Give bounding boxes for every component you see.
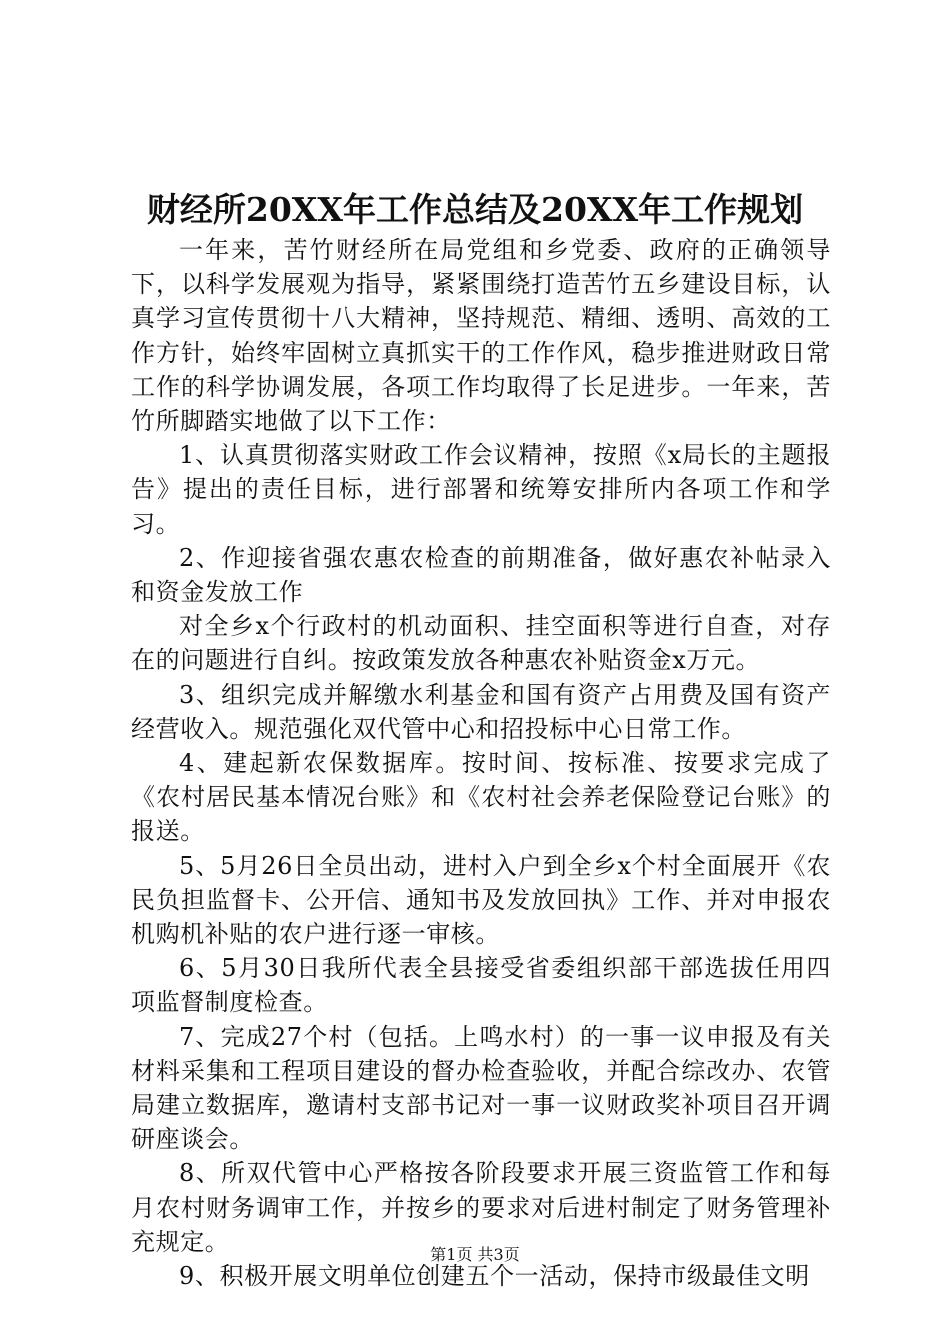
paragraph-item-2-detail: 对全乡x个行政村的机动面积、挂空面积等进行自查，对存在的问题进行自纠。按政策发放各种惠农补贴资金x万元。 — [131, 612, 831, 675]
document-title: 财经所20XX年工作总结及20XX年工作规划 — [146, 190, 804, 229]
paragraph-item-7: 7、完成27个村（包括。上鸣水村）的一事一议申报及有关材料采集和工程项目建设的督办检查验收，并配合综改办、农管局建立数据库，邀请村支部书记对一事一议财政奖补项目召开调研座谈会。 — [131, 1022, 831, 1154]
page-footer: 第1页 共3页 — [430, 1245, 520, 1264]
paragraph-intro: 一年来，苦竹财经所在局党组和乡党委、政府的正确领导下，以科学发展观为指导，紧紧围绕打造苦竹五乡建设目标，认真学习宣传贯彻十八大精神，坚持规范、精细、透明、高效的工作方针，始终牢固树立真抓实干的工作作风，稳步推进财政日常工作的科学协调发展，各项工作均取得了长足进步。一年来，苦竹所脚踏实地做了以下工作： — [131, 236, 831, 436]
paragraph-item-5: 5、5月26日全员出动，进村入户到全乡x个村全面展开《农民负担监督卡、公开信、通知书及发放回执》工作、并对申报农机购机补贴的农户进行逐一审核。 — [131, 851, 831, 949]
paragraph-item-9: 9、积极开展文明单位创建五个一活动，保持市级最佳文明 — [179, 1262, 810, 1291]
paragraph-item-2: 2、作迎接省强农惠农检查的前期准备，做好惠农补帖录入和资金发放工作 — [131, 543, 831, 607]
paragraph-item-6: 6、5月30日我所代表全县接受省委组织部干部选拔任用四项监督制度检查。 — [131, 954, 831, 1017]
paragraph-item-8: 8、所双代管中心严格按各阶段要求开展三资监管工作和每月农村财务调审工作，并按乡的要求对后进村制定了财务管理补充规定。 — [131, 1159, 831, 1256]
paragraph-item-3: 3、组织完成并解缴水利基金和国有资产占用费及国有资产经营收入。规范强化双代管中心和招投标中心日常工作。 — [131, 680, 831, 743]
paragraph-item-1: 1、认真贯彻落实财政工作会议精神，按照《x局长的主题报告》提出的责任目标，进行部署和统筹安排所内各项工作和学习。 — [131, 441, 831, 538]
paragraph-item-4: 4、建起新农保数据库。按时间、按标准、按要求完成了《农村居民基本情况台账》和《农村社会养老保险登记台账》的报送。 — [131, 749, 831, 846]
document-body — [131, 233, 831, 1293]
